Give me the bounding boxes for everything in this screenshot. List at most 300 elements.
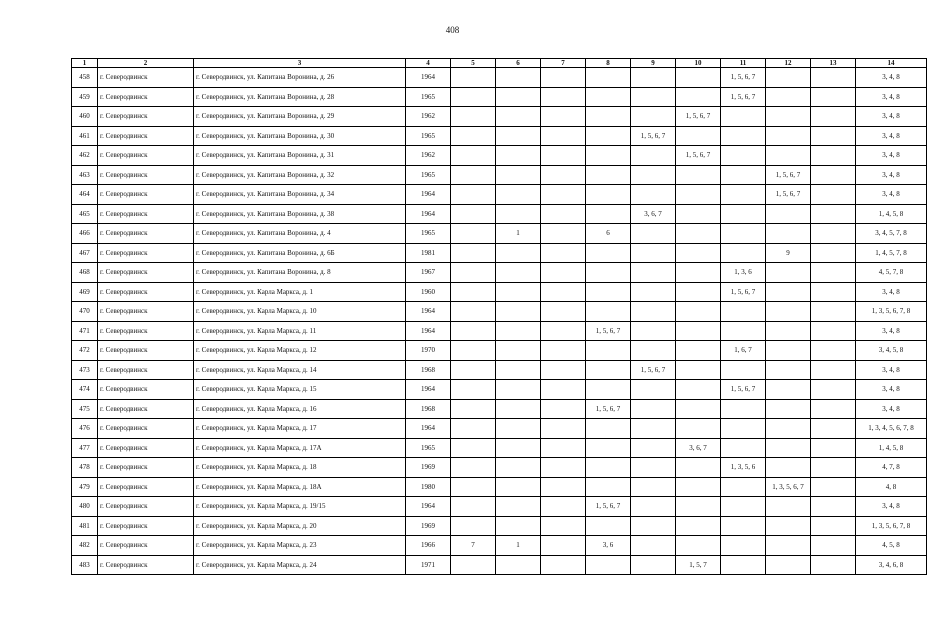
table-cell-col-8: 3, 6 (586, 536, 631, 556)
table-cell-col-5 (451, 302, 496, 322)
table-cell-col-7 (541, 107, 586, 127)
table-cell-col-1: 464 (72, 185, 98, 205)
table-cell-col-9 (631, 87, 676, 107)
table-cell-col-13 (811, 107, 856, 127)
table-cell-col-11 (721, 126, 766, 146)
table-row (72, 458, 927, 478)
table-cell-col-5 (451, 165, 496, 185)
table-cell-col-11 (721, 321, 766, 341)
table-cell-col-1: 480 (72, 497, 98, 517)
table-cell-col-6 (496, 204, 541, 224)
table-cell-col-8: 1, 5, 6, 7 (586, 399, 631, 419)
column-header-11: 11 (721, 59, 766, 68)
table-cell-col-3: г. Северодвинск, ул. Капитана Воронина, д. 26 (194, 68, 406, 88)
table-cell-col-6 (496, 497, 541, 517)
table-cell-col-5 (451, 360, 496, 380)
column-header-9: 9 (631, 59, 676, 68)
table-cell-col-2: г. Северодвинск (98, 185, 194, 205)
table-cell-col-5: 7 (451, 536, 496, 556)
table-cell-col-12 (766, 399, 811, 419)
table-cell-col-7 (541, 419, 586, 439)
table-cell-col-11 (721, 224, 766, 244)
table-cell-col-9 (631, 555, 676, 575)
table-cell-col-8 (586, 68, 631, 88)
table-cell-col-2: г. Северодвинск (98, 497, 194, 517)
table-cell-col-13 (811, 126, 856, 146)
column-header-3: 3 (194, 59, 406, 68)
table-cell-col-3: г. Северодвинск, ул. Капитана Воронина, д. 28 (194, 87, 406, 107)
table-cell-col-6 (496, 165, 541, 185)
table-cell-col-4: 1964 (406, 380, 451, 400)
table-cell-col-8 (586, 243, 631, 263)
table-cell-col-13 (811, 185, 856, 205)
table-cell-col-8 (586, 555, 631, 575)
table-cell-col-10: 1, 5, 7 (676, 555, 721, 575)
table-cell-col-8 (586, 263, 631, 283)
table-cell-col-14: 1, 3, 4, 5, 6, 7, 8 (856, 419, 927, 439)
table-cell-col-2: г. Северодвинск (98, 516, 194, 536)
table-cell-col-5 (451, 68, 496, 88)
table-cell-col-14: 3, 4, 8 (856, 68, 927, 88)
table-cell-col-9 (631, 419, 676, 439)
table-cell-col-6 (496, 555, 541, 575)
table-cell-col-1: 483 (72, 555, 98, 575)
table-cell-col-13 (811, 477, 856, 497)
table-cell-col-6 (496, 380, 541, 400)
table-cell-col-9: 1, 5, 6, 7 (631, 360, 676, 380)
table-cell-col-11 (721, 185, 766, 205)
table-cell-col-1: 479 (72, 477, 98, 497)
table-cell-col-14: 3, 4, 8 (856, 497, 927, 517)
table-cell-col-6 (496, 146, 541, 166)
table-cell-col-6: 1 (496, 224, 541, 244)
table-cell-col-11 (721, 438, 766, 458)
table-cell-col-5 (451, 87, 496, 107)
table-cell-col-2: г. Северодвинск (98, 165, 194, 185)
table-cell-col-3: г. Северодвинск, ул. Карла Маркса, д. 14 (194, 360, 406, 380)
table-cell-col-9 (631, 321, 676, 341)
table-cell-col-11 (721, 555, 766, 575)
table-row (72, 68, 927, 88)
table-cell-col-10 (676, 477, 721, 497)
table-cell-col-9 (631, 165, 676, 185)
table-row (72, 321, 927, 341)
table-cell-col-13 (811, 380, 856, 400)
table-cell-col-12 (766, 146, 811, 166)
table-cell-col-8 (586, 438, 631, 458)
table-row (72, 243, 927, 263)
table-cell-col-9 (631, 477, 676, 497)
table-cell-col-4: 1964 (406, 497, 451, 517)
table-cell-col-2: г. Северодвинск (98, 380, 194, 400)
table-cell-col-4: 1964 (406, 204, 451, 224)
table-cell-col-11: 1, 3, 5, 6 (721, 458, 766, 478)
table-cell-col-7 (541, 360, 586, 380)
table-cell-col-14: 1, 3, 5, 6, 7, 8 (856, 516, 927, 536)
table-cell-col-11: 1, 5, 6, 7 (721, 380, 766, 400)
table-cell-col-8 (586, 360, 631, 380)
table-cell-col-6 (496, 263, 541, 283)
table-cell-col-10 (676, 458, 721, 478)
table-cell-col-10 (676, 536, 721, 556)
table-cell-col-10 (676, 126, 721, 146)
table-cell-col-3: г. Северодвинск, ул. Капитана Воронина, д. 8 (194, 263, 406, 283)
table-cell-col-10 (676, 302, 721, 322)
table-cell-col-6 (496, 126, 541, 146)
table-cell-col-7 (541, 243, 586, 263)
column-header-5: 5 (451, 59, 496, 68)
table-cell-col-2: г. Северодвинск (98, 126, 194, 146)
table-cell-col-7 (541, 302, 586, 322)
table-cell-col-9 (631, 282, 676, 302)
table-cell-col-14: 3, 4, 8 (856, 321, 927, 341)
table-cell-col-10: 1, 5, 6, 7 (676, 146, 721, 166)
table-row (72, 477, 927, 497)
table-cell-col-13 (811, 458, 856, 478)
table-cell-col-2: г. Северодвинск (98, 282, 194, 302)
table-cell-col-11 (721, 419, 766, 439)
table-cell-col-11 (721, 243, 766, 263)
table-cell-col-10 (676, 341, 721, 361)
table-cell-col-3: г. Северодвинск, ул. Карла Маркса, д. 20 (194, 516, 406, 536)
table-cell-col-11: 1, 5, 6, 7 (721, 282, 766, 302)
table-cell-col-13 (811, 165, 856, 185)
table-cell-col-7 (541, 204, 586, 224)
table-cell-col-5 (451, 458, 496, 478)
table-cell-col-8 (586, 341, 631, 361)
table-cell-col-12 (766, 516, 811, 536)
table-cell-col-13 (811, 497, 856, 517)
table-cell-col-13 (811, 555, 856, 575)
table-cell-col-1: 475 (72, 399, 98, 419)
table-cell-col-12: 1, 5, 6, 7 (766, 165, 811, 185)
table-cell-col-7 (541, 497, 586, 517)
table-cell-col-4: 1981 (406, 243, 451, 263)
table-cell-col-12 (766, 282, 811, 302)
table-cell-col-8 (586, 516, 631, 536)
table-cell-col-3: г. Северодвинск, ул. Карла Маркса, д. 19/15 (194, 497, 406, 517)
table-cell-col-11 (721, 165, 766, 185)
table-cell-col-3: г. Северодвинск, ул. Карла Маркса, д. 1 (194, 282, 406, 302)
column-header-4: 4 (406, 59, 451, 68)
table-cell-col-3: г. Северодвинск, ул. Карла Маркса, д. 24 (194, 555, 406, 575)
table-cell-col-8 (586, 146, 631, 166)
table-cell-col-1: 482 (72, 536, 98, 556)
table-cell-col-6 (496, 185, 541, 205)
table-cell-col-7 (541, 516, 586, 536)
table-cell-col-3: г. Северодвинск, ул. Карла Маркса, д. 23 (194, 536, 406, 556)
table-cell-col-9 (631, 536, 676, 556)
table-cell-col-13 (811, 438, 856, 458)
table-cell-col-9 (631, 438, 676, 458)
table-cell-col-5 (451, 263, 496, 283)
table-row (72, 438, 927, 458)
housing-registry-table (71, 58, 927, 575)
table-row (72, 399, 927, 419)
table-row (72, 185, 927, 205)
table-cell-col-6 (496, 87, 541, 107)
table-cell-col-12 (766, 321, 811, 341)
table-cell-col-13 (811, 224, 856, 244)
table-cell-col-1: 466 (72, 224, 98, 244)
table-cell-col-1: 465 (72, 204, 98, 224)
table-cell-col-4: 1962 (406, 146, 451, 166)
table-row (72, 165, 927, 185)
table-cell-col-10 (676, 243, 721, 263)
column-header-12: 12 (766, 59, 811, 68)
table-cell-col-6: 1 (496, 536, 541, 556)
table-cell-col-10 (676, 185, 721, 205)
table-cell-col-13 (811, 419, 856, 439)
table-cell-col-6 (496, 282, 541, 302)
table-cell-col-5 (451, 438, 496, 458)
table-cell-col-10: 1, 5, 6, 7 (676, 107, 721, 127)
table-row (72, 555, 927, 575)
table-cell-col-1: 477 (72, 438, 98, 458)
table-row (72, 536, 927, 556)
table-cell-col-3: г. Северодвинск, ул. Карла Маркса, д. 18А (194, 477, 406, 497)
table-cell-col-9 (631, 516, 676, 536)
table-cell-col-4: 1968 (406, 360, 451, 380)
table-cell-col-12 (766, 302, 811, 322)
table-cell-col-14: 4, 5, 7, 8 (856, 263, 927, 283)
table-cell-col-9 (631, 458, 676, 478)
table-cell-col-14: 4, 7, 8 (856, 458, 927, 478)
table-cell-col-9 (631, 243, 676, 263)
table-cell-col-7 (541, 282, 586, 302)
table-cell-col-4: 1968 (406, 399, 451, 419)
table-cell-col-14: 1, 4, 5, 8 (856, 204, 927, 224)
table-cell-col-12 (766, 419, 811, 439)
table-cell-col-1: 473 (72, 360, 98, 380)
table-cell-col-4: 1964 (406, 68, 451, 88)
table-cell-col-6 (496, 107, 541, 127)
table-cell-col-10: 3, 6, 7 (676, 438, 721, 458)
table-cell-col-3: г. Северодвинск, ул. Капитана Воронина, д. 34 (194, 185, 406, 205)
table-cell-col-2: г. Северодвинск (98, 204, 194, 224)
table-cell-col-8: 6 (586, 224, 631, 244)
table-cell-col-12 (766, 87, 811, 107)
table-cell-col-7 (541, 380, 586, 400)
table-cell-col-12 (766, 204, 811, 224)
table-row (72, 107, 927, 127)
column-header-1: 1 (72, 59, 98, 68)
table-cell-col-1: 468 (72, 263, 98, 283)
table-cell-col-3: г. Северодвинск, ул. Карла Маркса, д. 16 (194, 399, 406, 419)
table-cell-col-12 (766, 68, 811, 88)
table-cell-col-10 (676, 87, 721, 107)
table-cell-col-4: 1965 (406, 438, 451, 458)
table-cell-col-9: 3, 6, 7 (631, 204, 676, 224)
table-cell-col-12 (766, 380, 811, 400)
table-cell-col-1: 471 (72, 321, 98, 341)
table-cell-col-3: г. Северодвинск, ул. Карла Маркса, д. 12 (194, 341, 406, 361)
table-cell-col-11 (721, 204, 766, 224)
table-cell-col-10 (676, 204, 721, 224)
table-cell-col-1: 458 (72, 68, 98, 88)
table-cell-col-7 (541, 555, 586, 575)
table-cell-col-5 (451, 497, 496, 517)
table-row (72, 380, 927, 400)
table-cell-col-12 (766, 126, 811, 146)
table-cell-col-5 (451, 126, 496, 146)
table-cell-col-7 (541, 185, 586, 205)
table-cell-col-5 (451, 555, 496, 575)
table-cell-col-2: г. Северодвинск (98, 555, 194, 575)
table-cell-col-8 (586, 282, 631, 302)
table-cell-col-12: 1, 5, 6, 7 (766, 185, 811, 205)
table-cell-col-10 (676, 360, 721, 380)
table-cell-col-7 (541, 165, 586, 185)
table-cell-col-8 (586, 87, 631, 107)
table-cell-col-8 (586, 165, 631, 185)
table-row (72, 516, 927, 536)
table-cell-col-14: 3, 4, 8 (856, 399, 927, 419)
table-cell-col-14: 3, 4, 8 (856, 380, 927, 400)
table-cell-col-7 (541, 146, 586, 166)
table-cell-col-2: г. Северодвинск (98, 458, 194, 478)
table-cell-col-8 (586, 477, 631, 497)
table-cell-col-13 (811, 146, 856, 166)
table-cell-col-4: 1971 (406, 555, 451, 575)
table-cell-col-12 (766, 263, 811, 283)
table-cell-col-11 (721, 536, 766, 556)
table-cell-col-12 (766, 107, 811, 127)
table-cell-col-7 (541, 263, 586, 283)
table-cell-col-3: г. Северодвинск, ул. Карла Маркса, д. 10 (194, 302, 406, 322)
table-cell-col-4: 1965 (406, 87, 451, 107)
table-cell-col-8 (586, 185, 631, 205)
table-cell-col-4: 1964 (406, 185, 451, 205)
table-cell-col-2: г. Северодвинск (98, 302, 194, 322)
table-cell-col-9 (631, 185, 676, 205)
table-cell-col-2: г. Северодвинск (98, 341, 194, 361)
table-cell-col-8 (586, 107, 631, 127)
table-cell-col-14: 4, 5, 8 (856, 536, 927, 556)
table-cell-col-14: 3, 4, 8 (856, 185, 927, 205)
table-cell-col-3: г. Северодвинск, ул. Капитана Воронина, д. 30 (194, 126, 406, 146)
table-cell-col-14: 1, 4, 5, 8 (856, 438, 927, 458)
table-cell-col-14: 3, 4, 8 (856, 87, 927, 107)
table-cell-col-9 (631, 146, 676, 166)
table-cell-col-1: 472 (72, 341, 98, 361)
table-cell-col-3: г. Северодвинск, ул. Карла Маркса, д. 18 (194, 458, 406, 478)
table-row (72, 263, 927, 283)
table-cell-col-9 (631, 107, 676, 127)
table-cell-col-7 (541, 438, 586, 458)
table-cell-col-13 (811, 282, 856, 302)
table-cell-col-2: г. Северодвинск (98, 224, 194, 244)
table-row (72, 497, 927, 517)
table-cell-col-1: 470 (72, 302, 98, 322)
table-row (72, 87, 927, 107)
table-cell-col-10 (676, 224, 721, 244)
table-cell-col-12 (766, 555, 811, 575)
table-cell-col-6 (496, 477, 541, 497)
table-cell-col-9 (631, 497, 676, 517)
table-cell-col-1: 476 (72, 419, 98, 439)
table-cell-col-11: 1, 5, 6, 7 (721, 68, 766, 88)
table-cell-col-7 (541, 87, 586, 107)
table-cell-col-2: г. Северодвинск (98, 477, 194, 497)
table-cell-col-5 (451, 419, 496, 439)
table-cell-col-3: г. Северодвинск, ул. Карла Маркса, д. 17 (194, 419, 406, 439)
table-cell-col-7 (541, 126, 586, 146)
table-cell-col-10 (676, 419, 721, 439)
table-cell-col-1: 469 (72, 282, 98, 302)
table-cell-col-6 (496, 516, 541, 536)
table-cell-col-14: 3, 4, 8 (856, 107, 927, 127)
table-cell-col-2: г. Северодвинск (98, 243, 194, 263)
table-cell-col-14: 3, 4, 8 (856, 360, 927, 380)
table-cell-col-2: г. Северодвинск (98, 419, 194, 439)
table-cell-col-7 (541, 536, 586, 556)
table-cell-col-13 (811, 263, 856, 283)
table-row (72, 419, 927, 439)
table-cell-col-13 (811, 243, 856, 263)
table-cell-col-13 (811, 87, 856, 107)
table-cell-col-3: г. Северодвинск, ул. Карла Маркса, д. 17А (194, 438, 406, 458)
table-cell-col-4: 1969 (406, 516, 451, 536)
table-cell-col-4: 1965 (406, 165, 451, 185)
table-header-row (72, 59, 927, 68)
table-cell-col-5 (451, 224, 496, 244)
table-cell-col-7 (541, 341, 586, 361)
table-cell-col-2: г. Северодвинск (98, 399, 194, 419)
table-cell-col-8 (586, 419, 631, 439)
column-header-10: 10 (676, 59, 721, 68)
table-cell-col-7 (541, 458, 586, 478)
table-cell-col-6 (496, 399, 541, 419)
table-cell-col-9 (631, 302, 676, 322)
table-cell-col-3: г. Северодвинск, ул. Капитана Воронина, д. 38 (194, 204, 406, 224)
table-cell-col-14: 4, 8 (856, 477, 927, 497)
table-cell-col-3: г. Северодвинск, ул. Капитана Воронина, д. 31 (194, 146, 406, 166)
table-cell-col-5 (451, 477, 496, 497)
table-cell-col-7 (541, 321, 586, 341)
table-body (72, 68, 927, 575)
table-cell-col-5 (451, 185, 496, 205)
table-cell-col-14: 3, 4, 5, 8 (856, 341, 927, 361)
table-cell-col-14: 3, 4, 8 (856, 126, 927, 146)
table-cell-col-4: 1962 (406, 107, 451, 127)
table-cell-col-11 (721, 302, 766, 322)
table-cell-col-4: 1967 (406, 263, 451, 283)
table-cell-col-5 (451, 204, 496, 224)
table-cell-col-12 (766, 224, 811, 244)
table-cell-col-13 (811, 399, 856, 419)
table-cell-col-9 (631, 380, 676, 400)
table-cell-col-13 (811, 516, 856, 536)
table-cell-col-7 (541, 224, 586, 244)
table-cell-col-4: 1980 (406, 477, 451, 497)
page-number: 408 (445, 25, 460, 35)
table-cell-col-4: 1965 (406, 224, 451, 244)
table-cell-col-2: г. Северодвинск (98, 536, 194, 556)
table-cell-col-10 (676, 497, 721, 517)
table-cell-col-13 (811, 204, 856, 224)
table-cell-col-5 (451, 399, 496, 419)
table-cell-col-9 (631, 263, 676, 283)
table-cell-col-11 (721, 146, 766, 166)
table-cell-col-13 (811, 68, 856, 88)
table-cell-col-7 (541, 399, 586, 419)
table-cell-col-4: 1964 (406, 302, 451, 322)
table-cell-col-11: 1, 6, 7 (721, 341, 766, 361)
table-cell-col-11 (721, 107, 766, 127)
table-cell-col-11 (721, 516, 766, 536)
table-row (72, 360, 927, 380)
